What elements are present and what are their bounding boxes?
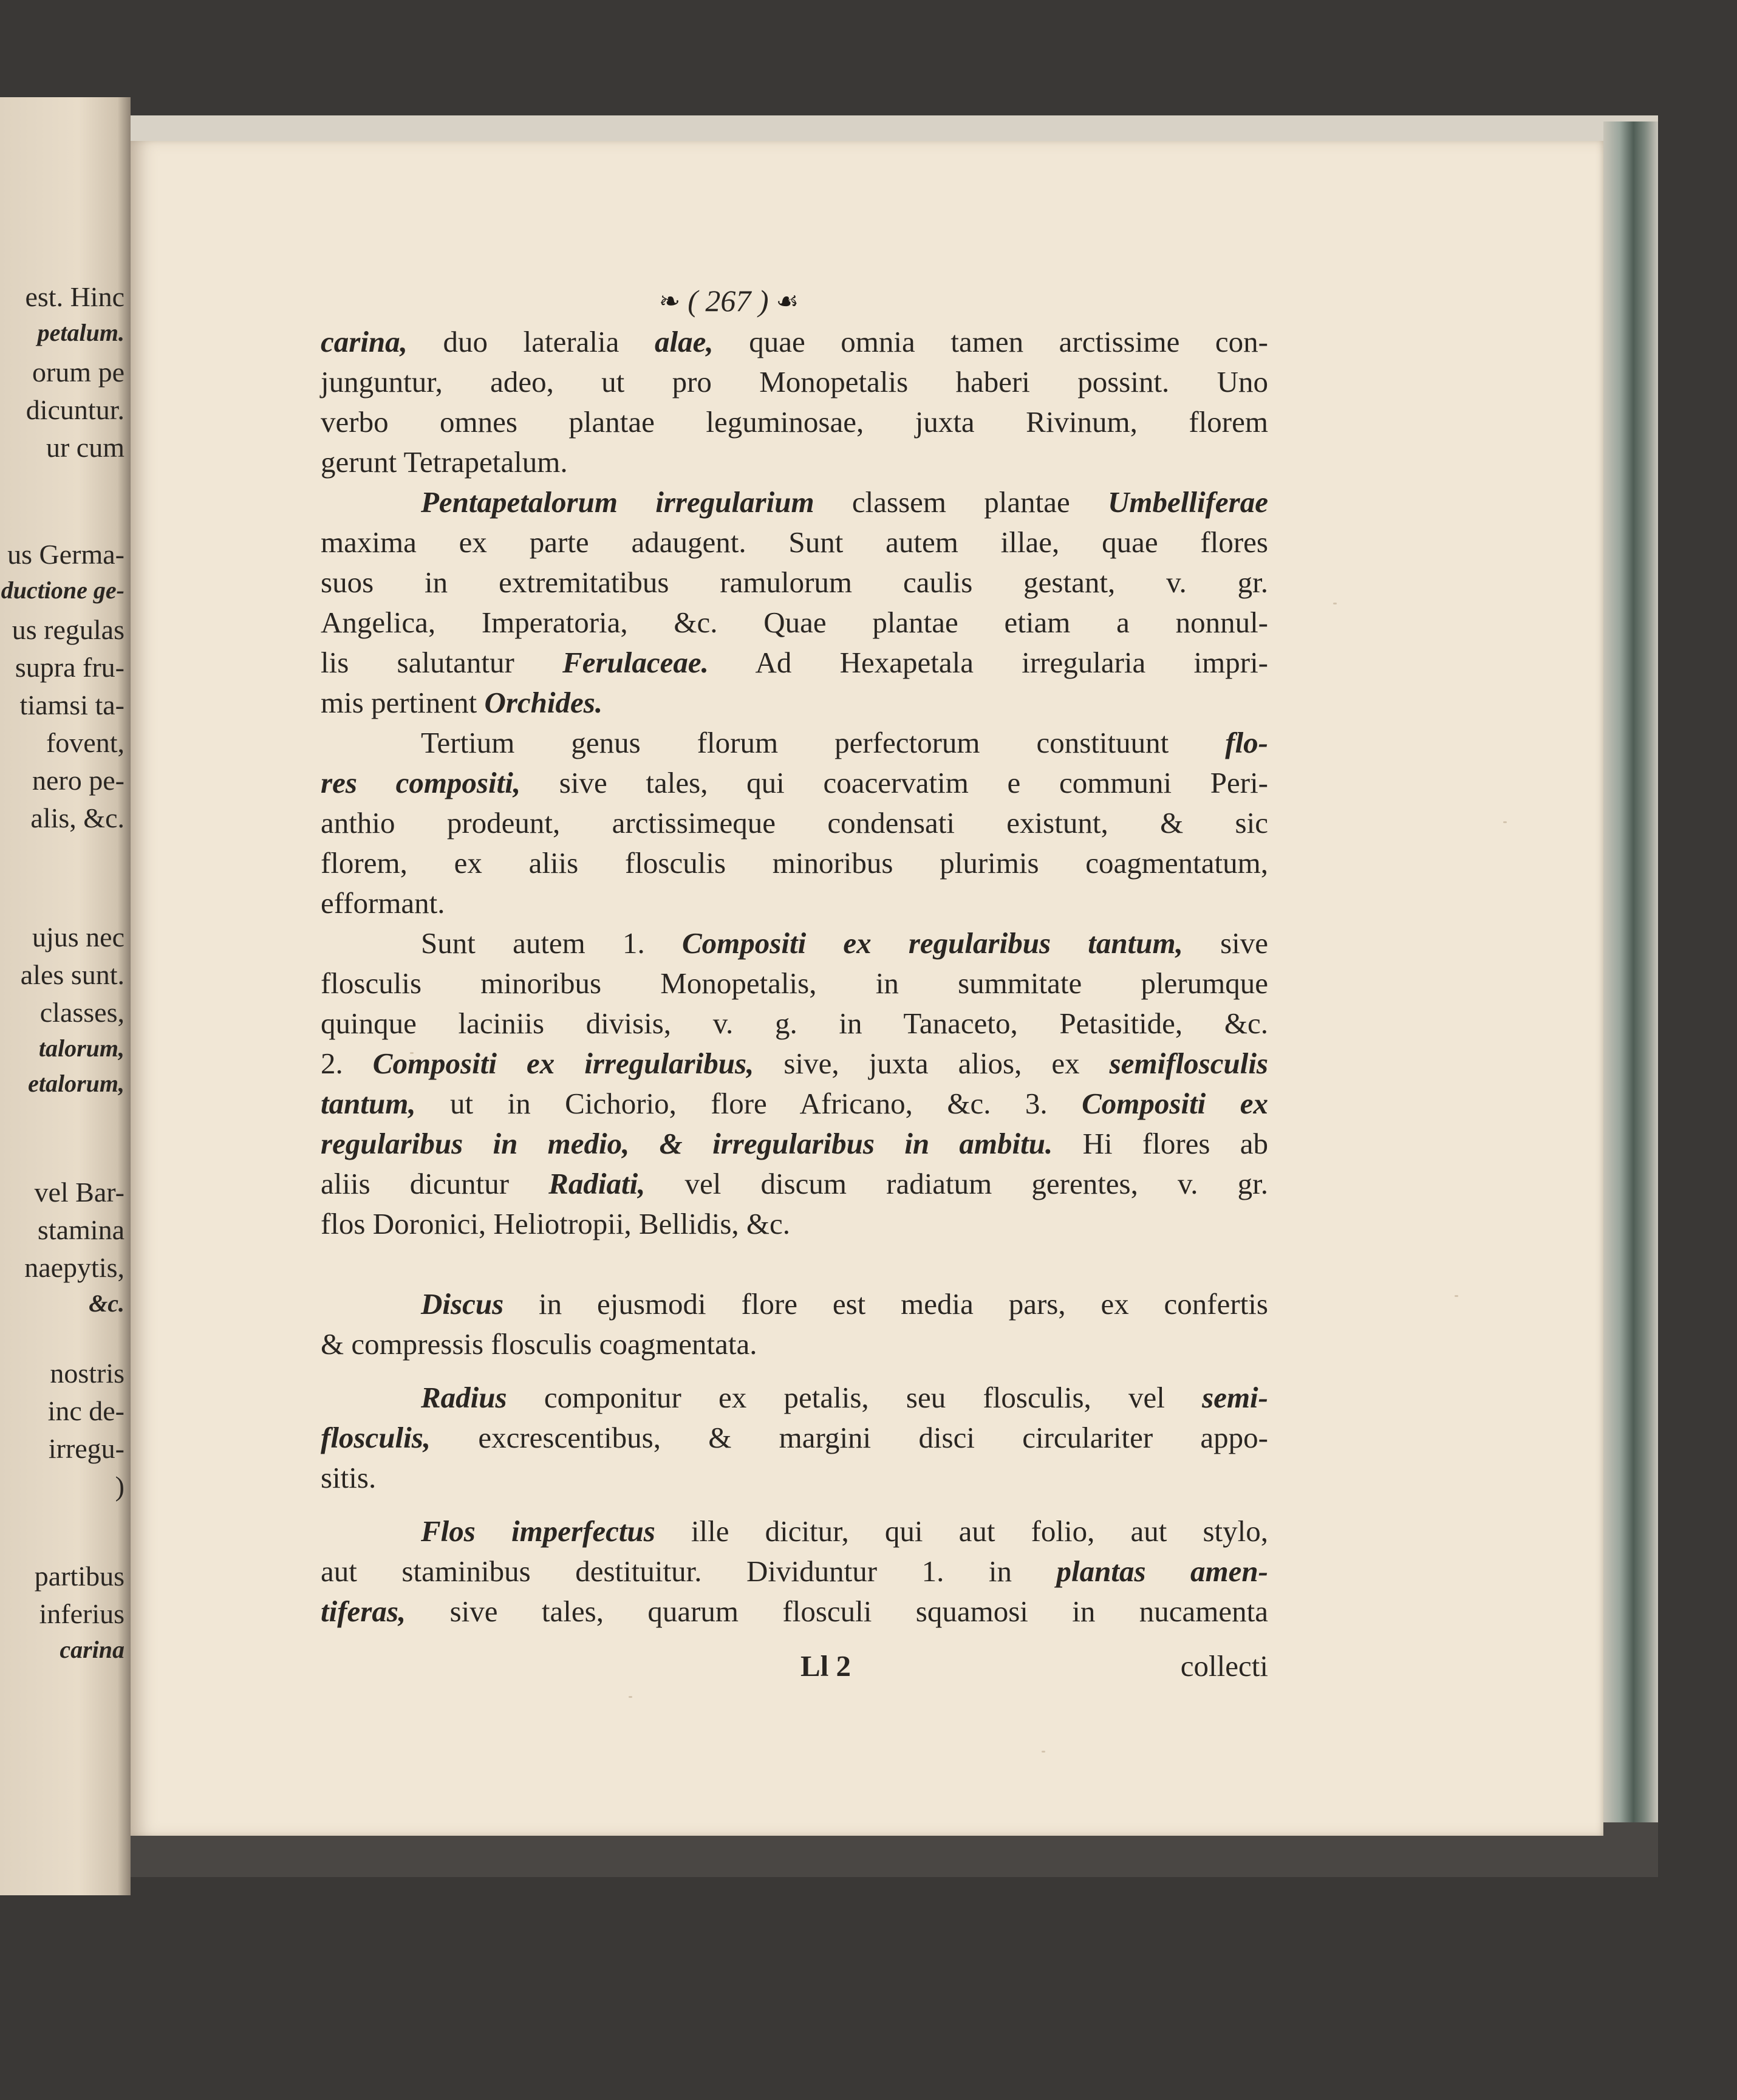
facing-page-line: inc de-: [47, 1395, 125, 1426]
page-header: [659, 283, 799, 318]
facing-page-fragment: [0, 97, 131, 1895]
facing-page-line: nero pe-: [32, 765, 125, 796]
fleuron-ornament-right-icon: ☙: [776, 288, 799, 316]
facing-page-line: partibus: [34, 1561, 125, 1592]
facing-page-line: fovent,: [46, 727, 125, 758]
facing-page-line: orum pe: [32, 357, 125, 388]
text-line: florem, ex aliis flosculis minoribus plurimis coagmentatum,: [321, 846, 1268, 880]
text-line: carina, duo lateralia alae, quae omnia tamen arctissime con-: [321, 325, 1268, 358]
text-line: flosculis, excrescentibus, & margini disci circulariter appo-: [321, 1421, 1268, 1454]
facing-page-line: nostris: [50, 1358, 125, 1389]
facing-page-line: alis, &c.: [30, 802, 125, 833]
catchword: collecti: [1180, 1649, 1268, 1683]
facing-page-line: ): [115, 1471, 125, 1502]
text-line: Pentapetalorum irregularium classem plantae Umbelliferae: [421, 485, 1268, 519]
facing-page-line: talorum,: [38, 1035, 125, 1062]
text-line: sitis.: [321, 1461, 377, 1494]
facing-page-line: us regulas: [12, 614, 125, 645]
page-number: ( 267 ): [688, 284, 769, 318]
fleuron-ornament-left-icon: ❧: [659, 288, 681, 316]
facing-page-line: stamina: [37, 1214, 125, 1245]
paragraph-gap: [321, 1498, 1268, 1511]
page-body: [321, 322, 1268, 1632]
facing-page-line: ales sunt.: [20, 959, 125, 990]
facing-page-line: &c.: [89, 1290, 125, 1317]
paper-speck: [1503, 821, 1507, 823]
text-line: 2. Compositi ex irregularibus, sive, juxta alios, ex semiflosculis: [321, 1047, 1268, 1080]
text-line: anthio prodeunt, arctissimeque condensati existunt, & sic: [321, 806, 1268, 840]
facing-page-line: ductione ge-: [1, 576, 125, 604]
text-line: tiferas, sive tales, quarum flosculi squamosi in nucamenta: [321, 1595, 1268, 1628]
page-footer: [321, 1646, 1268, 1686]
text-line: efformant.: [321, 886, 445, 920]
text-line: lis salutantur Ferulaceae. Ad Hexapetala irregularia impri-: [321, 646, 1268, 679]
text-line: Discus in ejusmodi flore est media pars, ex confertis: [421, 1287, 1268, 1321]
paragraph-gap: [321, 1244, 1268, 1284]
text-line: mis pertinent Orchides.: [321, 686, 603, 719]
facing-page-line: dicuntur.: [26, 394, 125, 425]
text-line: flos Doronici, Heliotropii, Bellidis, &c.: [321, 1207, 791, 1240]
facing-page-line: ujus nec: [32, 922, 125, 953]
facing-page-line: irregu-: [48, 1433, 125, 1464]
facing-page-line: est. Hinc: [25, 281, 125, 312]
facing-page-line: naepytis,: [24, 1252, 125, 1283]
facing-page-line: petalum.: [37, 319, 125, 346]
text-line: tantum, ut in Cichorio, flore Africano, &c. 3. Compositi ex: [321, 1087, 1268, 1120]
text-line: flosculis minoribus Monopetalis, in summitate plerumque: [321, 966, 1268, 1000]
text-line: Tertium genus florum perfectorum constituunt flo-: [421, 726, 1268, 759]
facing-page-line: inferius: [39, 1598, 125, 1629]
text-line: suos in extremitatibus ramulorum caulis gestant, v. gr.: [321, 566, 1268, 599]
text-line: Sunt autem 1. Compositi ex regularibus tantum, sive: [421, 926, 1269, 960]
signature-mark: Ll 2: [800, 1649, 851, 1683]
text-line: Angelica, Imperatoria, &c. Quae plantae etiam a nonnul-: [321, 606, 1268, 639]
facing-page-line: etalorum,: [28, 1070, 125, 1097]
text-line: Flos imperfectus ille dicitur, qui aut folio, aut stylo,: [421, 1514, 1268, 1548]
text-line: Radius componitur ex petalis, seu flosculis, vel semi-: [421, 1381, 1268, 1414]
facing-page-line: supra fru-: [15, 652, 125, 683]
facing-page-line: tiamsi ta-: [19, 689, 125, 720]
facing-page-line: ur cum: [46, 432, 125, 463]
text-line: & compressis flosculis coagmentata.: [321, 1327, 757, 1361]
facing-page-line: classes,: [39, 997, 125, 1028]
facing-page-line: vel Bar-: [34, 1177, 125, 1208]
text-line: aliis dicuntur Radiati, vel discum radiatum gerentes, v. gr.: [321, 1167, 1269, 1200]
paper-speck: [1042, 1751, 1045, 1753]
text-line: junguntur, adeo, ut pro Monopetalis haberi possint. Uno: [321, 365, 1268, 398]
book-spine-edge: [1603, 121, 1658, 1859]
paragraph-gap: [321, 1364, 1268, 1378]
text-line: gerunt Tetrapetalum.: [321, 445, 568, 479]
paper-speck: [1455, 1295, 1458, 1297]
text-line: regularibus in medio, & irregularibus in ambitu. Hi flores ab: [321, 1127, 1268, 1160]
text-line: verbo omnes plantae leguminosae, juxta Rivinum, florem: [321, 405, 1268, 439]
paper-speck: [1333, 603, 1337, 604]
text-line: quinque laciniis divisis, v. g. in Tanaceto, Petasitide, &c.: [321, 1007, 1268, 1040]
facing-page-line: carina: [60, 1636, 125, 1663]
text-line: res compositi, sive tales, qui coacervatim e communi Peri-: [321, 766, 1268, 799]
text-line: aut staminibus destituitur. Dividuntur 1. in plantas amen-: [321, 1554, 1268, 1588]
text-line: maxima ex parte adaugent. Sunt autem illae, quae flores: [321, 525, 1268, 559]
paper-speck: [629, 1696, 632, 1698]
facing-page-line: us Germa-: [7, 539, 125, 570]
